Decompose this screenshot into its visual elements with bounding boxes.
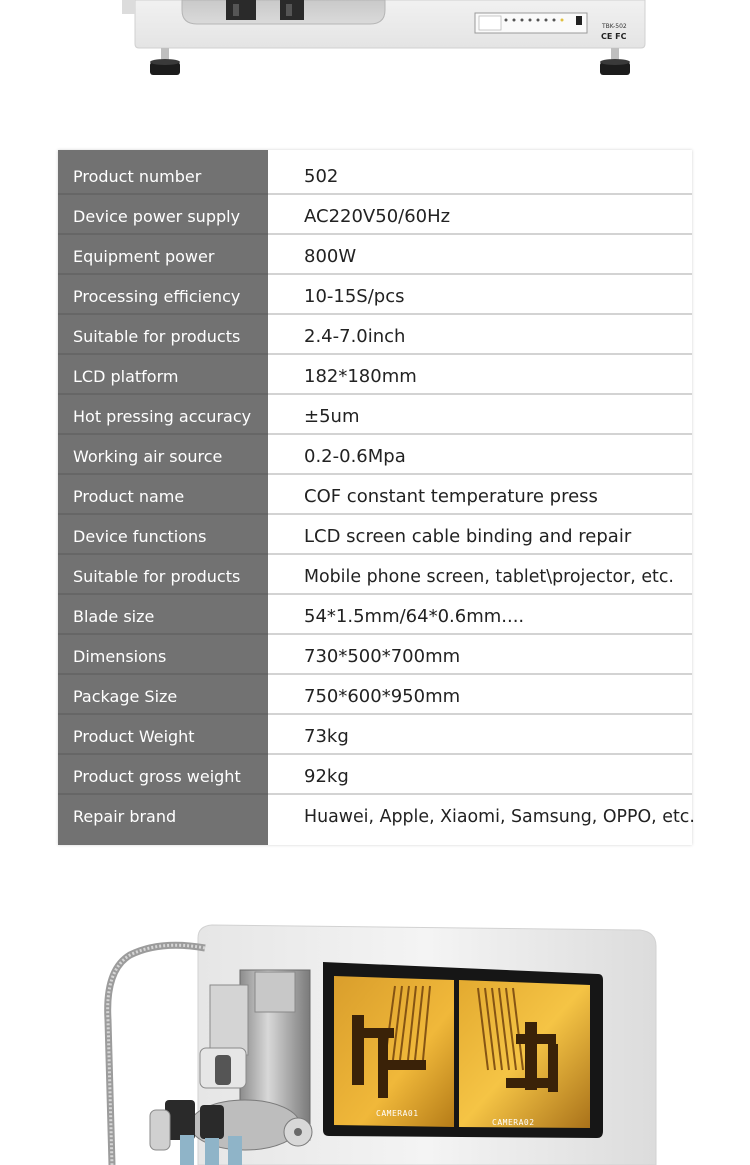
spec-value: 73kg [304, 726, 349, 747]
spec-row [58, 555, 692, 595]
spec-label: Device functions [73, 527, 207, 546]
spec-row [58, 395, 692, 435]
spec-value: Huawei, Apple, Xiaomi, Samsung, OPPO, etc. [304, 807, 695, 827]
spec-value: 92kg [304, 766, 349, 787]
model-label: TBK-502 [602, 23, 627, 30]
spec-value: 502 [304, 166, 339, 187]
spec-value: ±5um [304, 406, 360, 427]
spec-value: Mobile phone screen, tablet\projector, etc. [304, 567, 674, 587]
spec-label: Equipment power [73, 247, 215, 266]
spec-label: Suitable for products [73, 327, 241, 346]
spec-label: Processing efficiency [73, 287, 241, 306]
spec-row [58, 595, 692, 635]
spec-row [58, 795, 695, 835]
spec-row [58, 715, 692, 755]
spec-value: LCD screen cable binding and repair [304, 526, 632, 547]
spec-row [58, 155, 692, 195]
spec-row [58, 315, 692, 355]
spec-label: Suitable for products [73, 567, 241, 586]
spec-label: Product name [73, 487, 185, 506]
machine-front-image-top [0, 0, 750, 90]
spec-value: 54*1.5mm/64*0.6mm.... [304, 606, 525, 627]
spec-value: 730*500*700mm [304, 646, 461, 667]
spec-label: Blade size [73, 607, 155, 626]
spec-row [58, 235, 692, 275]
spec-label: Package Size [73, 687, 178, 706]
spec-table [58, 150, 695, 845]
spec-label: LCD platform [73, 367, 179, 386]
spec-value: 0.2-0.6Mpa [304, 446, 406, 467]
spec-row [58, 475, 692, 515]
spec-value: 2.4-7.0inch [304, 326, 406, 347]
spec-value: 800W [304, 246, 357, 267]
cert-marks: CE FC [601, 32, 627, 41]
spec-label: Product gross weight [73, 767, 241, 786]
spec-label: Product number [73, 167, 202, 186]
spec-row [58, 275, 692, 315]
camera-1-label: CAMERA01 [376, 1109, 419, 1118]
spec-label: Hot pressing accuracy [73, 407, 252, 426]
spec-row [58, 755, 692, 795]
spec-value: 10-15S/pcs [304, 286, 405, 307]
spec-label: Dimensions [73, 647, 167, 666]
spec-value: 182*180mm [304, 366, 417, 387]
spec-row [58, 515, 692, 555]
spec-value: AC220V50/60Hz [304, 206, 451, 227]
spec-value: 750*600*950mm [304, 686, 461, 707]
spec-row [58, 435, 692, 475]
spec-row [58, 355, 692, 395]
spec-row [58, 635, 692, 675]
spec-label: Repair brand [73, 807, 177, 826]
spec-row [58, 195, 692, 235]
camera-2-label: CAMERA02 [492, 1118, 535, 1127]
spec-value: COF constant temperature press [304, 486, 598, 507]
spec-row [58, 675, 692, 715]
spec-label: Product Weight [73, 727, 195, 746]
spec-label: Working air source [73, 447, 223, 466]
spec-label: Device power supply [73, 207, 241, 226]
machine-angle-image [0, 910, 750, 1165]
